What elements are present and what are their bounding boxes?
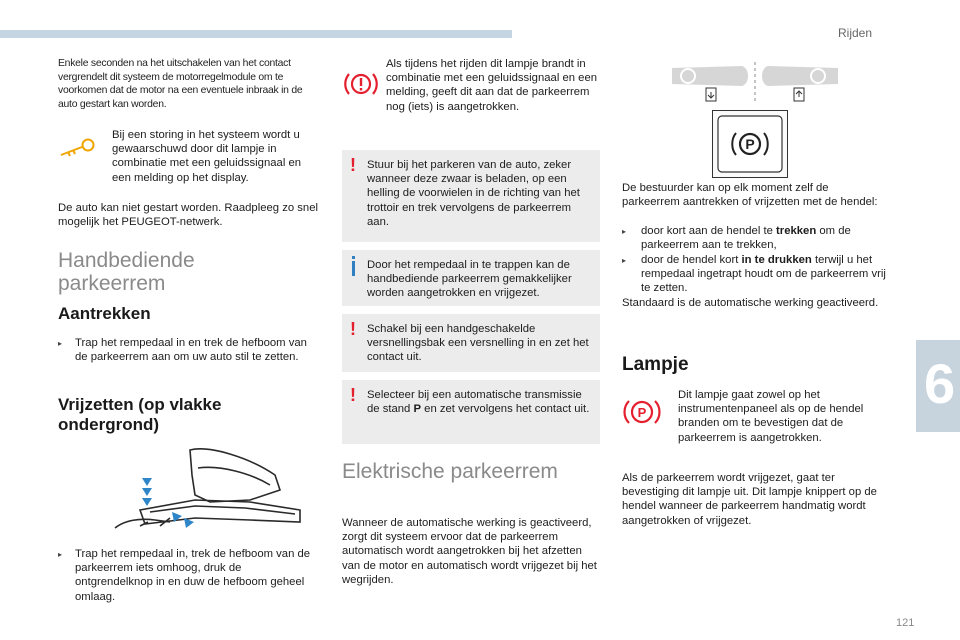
- note-text: Selecteer bij een automatische transmissie de stand P en zet vervolgens het contact uit.: [367, 389, 590, 416]
- svg-text:P: P: [745, 136, 755, 152]
- heading-apply: Aantrekken: [58, 304, 151, 323]
- section-title: Rijden: [838, 26, 873, 40]
- info-icon: [352, 256, 355, 259]
- release-step: ▸ Trap het rempedaal in, trek de hefboom van de parkeerrem iets omhoog, druk de ontgrendelknop in en duw de hefboom geheel omlaag.: [58, 548, 311, 603]
- exclamation-icon: !: [350, 155, 356, 175]
- brake-warning-icon: [343, 70, 379, 98]
- exclamation-icon: !: [350, 385, 356, 405]
- heading-manual-brake: Handbediende parkeerrem: [58, 249, 195, 295]
- driver-intro: De bestuurder kan op elk moment zelf de parkeerrem aantrekken of vrijzetten met de hendel:: [622, 182, 878, 209]
- default-text: Standaard is de automatische werking geactiveerd.: [622, 297, 879, 309]
- chapter-tab: [916, 340, 960, 432]
- bullet-pull: ▸ door kort aan de hendel te trekken om de parkeerrem aan te trekken,: [622, 225, 851, 252]
- bullet-push: ▸ door de hendel kort in te drukken terwijl u het rempedaal ingetrapt houdt om de parkeerrem vrij te zetten.: [622, 254, 886, 295]
- release-lamp-text: Als de parkeerrem wordt vrijgezet, gaat ter bevestiging dit lampje uit. Dit lampje knippert op de hendel wanneer de parkeerrem handmatig wordt aangetrokken of vrijgezet.: [622, 472, 877, 527]
- lever-illustration: [670, 62, 840, 104]
- lamp-text: Dit lampje gaat zowel op het instrumentenpaneel als op de hendel branden om te bevestigen dat de parkeerrem is aangetrokken.: [678, 389, 864, 444]
- page-number: 121: [896, 617, 915, 629]
- apply-step-text: Trap het rempedaal in en trek de hefboom van de parkeerrem aan om uw auto stil te zetten.: [75, 337, 307, 364]
- svg-text:P: P: [637, 405, 647, 420]
- apply-step: ▸ Trap het rempedaal in en trek de hefboom van de parkeerrem aan om uw auto stil te zetten.: [58, 337, 307, 364]
- warn-driving-text: Als tijdens het rijden dit lampje brandt in combinatie met een geluidssignaal en een melding, geeft dit aan dat de parkeerrem nog (iets) is aangetrokken.: [386, 58, 598, 113]
- handbrake-illustration: [100, 440, 310, 540]
- parking-switch-illustration: [712, 110, 788, 178]
- fault-text: Bij een storing in het systeem wordt u gewaarschuwd door dit lampje in combinatie met een geluidssignaal en een melding op het display.: [112, 129, 302, 184]
- note-warning-manual: [342, 314, 600, 372]
- note-text: Door het rempedaal in te trappen kan de handbediende parkeerrem gemakkelijker worden aangetrokken en vrijgezet.: [367, 259, 572, 300]
- note-warning-slope: [342, 150, 600, 242]
- note-text: Schakel bij een handgeschakelde versnellingsbak een versnelling in en zet het contact uit.: [367, 323, 589, 364]
- heading-lamp: Lampje: [622, 354, 689, 375]
- heading-electric-brake: Elektrische parkeerrem: [342, 460, 558, 483]
- note-text: Stuur bij het parkeren van de auto, zeker wanneer deze zwaar is beladen, op een helling de voorwielen in de richting van het trottoir en trek vervolgens de parkeerrem aan.: [367, 159, 580, 228]
- exclamation-icon: !: [350, 319, 356, 339]
- header-bar: [0, 30, 512, 38]
- heading-release: Vrijzetten (op vlakke ondergrond): [58, 395, 222, 434]
- release-step-text: Trap het rempedaal in, trek de hefboom van de parkeerrem iets omhoog, druk de ontgrendelknop in en duw de hefboom geheel omlaag.: [75, 548, 311, 603]
- intro-text: Enkele seconden na het uitschakelen van het contact vergrendelt dit systeem de motorregelmodule om te voorkomen dat de motor na een eventuele inbraak in de auto gestart kan worden.: [58, 58, 303, 110]
- parking-brake-icon: [622, 396, 662, 428]
- chapter-number: 6: [924, 352, 956, 415]
- no-start-text: De auto kan niet gestart worden. Raadpleeg zo snel mogelijk het PEUGEOT-netwerk.: [58, 202, 318, 229]
- wrench-key-icon: [58, 138, 100, 160]
- note-warning-auto: [342, 380, 600, 444]
- electric-text: Wanneer de automatische werking is geactiveerd, zorgt dit systeem ervoor dat de parkeerrem automatisch wordt aangetrokken bij het afzetten van de motor en automatisch wordt vrijgezet bij het wegrijden.: [342, 517, 597, 586]
- note-info-pedal: [342, 250, 600, 306]
